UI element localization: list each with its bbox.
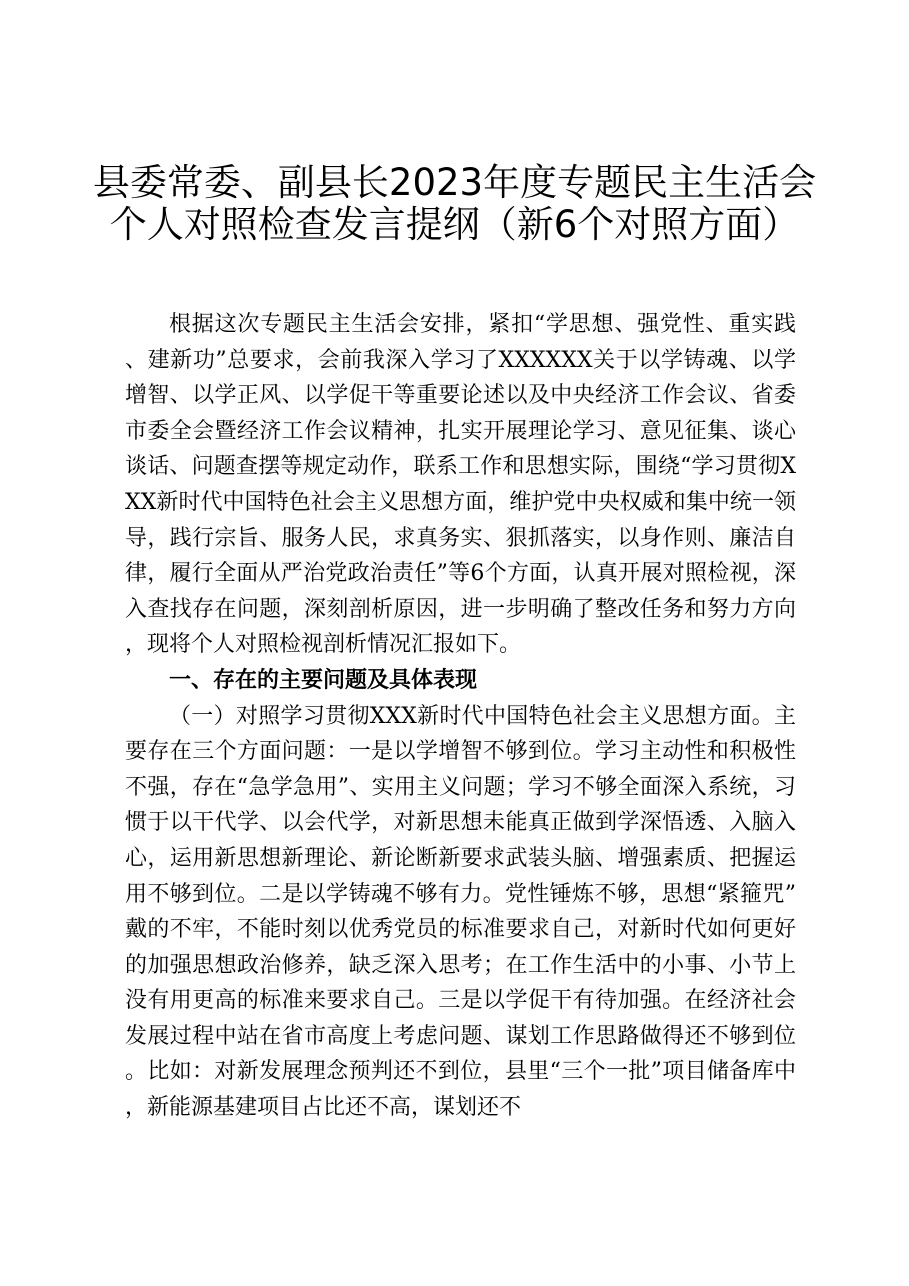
section-heading-1: 一、存在的主要问题及具体表现: [169, 667, 478, 693]
document-title-line-2: 个人对照检查发言提纲（新6个对照方面）: [109, 203, 800, 246]
section-1-paragraph: （一）对照学习贯彻XXX新时代中国特色社会主义思想方面。主要存在三个方面问题：一是以学增智不够到位。学习主动性和积极性不强，存在“急学急用”、实用主义问题；学习不够全面深入系统，习惯于以干代学、以会代学，对新思想未能真正做到学深悟透、入脑入心，运用新思想新理论、新论断新要求武装头脑、增强素质、把握运用不够到位。二是以学铸魂不够有力。党性锤炼不够，思想“紧箍咒”戴的不牢，不能时刻以优秀党员的标准要求自己，对新时代如何更好的加强思想政治修养，缺乏深入思考；在工作生活中的小事、小节上没有用更高的标准来要求自己。三是以学促干有待加强。在经济社会发展过程中站在省市高度上考虑问题、谋划工作思路做得还不够到位。比如：对新发展理念预判还不到位，县里“三个一批”项目储备库中，新能源基建项目占比还不高，谋划还不: [125, 703, 796, 1121]
document-title-line-1: 县委常委、副县长2023年度专题民主生活会: [92, 161, 817, 204]
intro-paragraph: 根据这次专题民主生活会安排，紧扣“学思想、强党性、重实践、建新功”总要求，会前我深入学习了XXXXXX关于以学铸魂、以学增智、以学正风、以学促干等重要论述以及中央经济工作会议、省委市委全会暨经济工作会议精神，扎实开展理论学习、意见征集、谈心谈话、问题查摆等规定动作，联系工作和思想实际，围绕“学习贯彻XXX新时代中国特色社会主义思想方面，维护党中央权威和集中统一领导，践行宗旨、服务人民，求真务实、狠抓落实，以身作则、廉洁自律，履行全面从严治党政治责任”等6个方面，认真开展对照检视，深入查找存在问题，深刻剖析原因，进一步明确了整改任务和努力方向，现将个人对照检视剖析情况汇报如下。: [125, 312, 796, 658]
document-body: [125, 307, 796, 1126]
